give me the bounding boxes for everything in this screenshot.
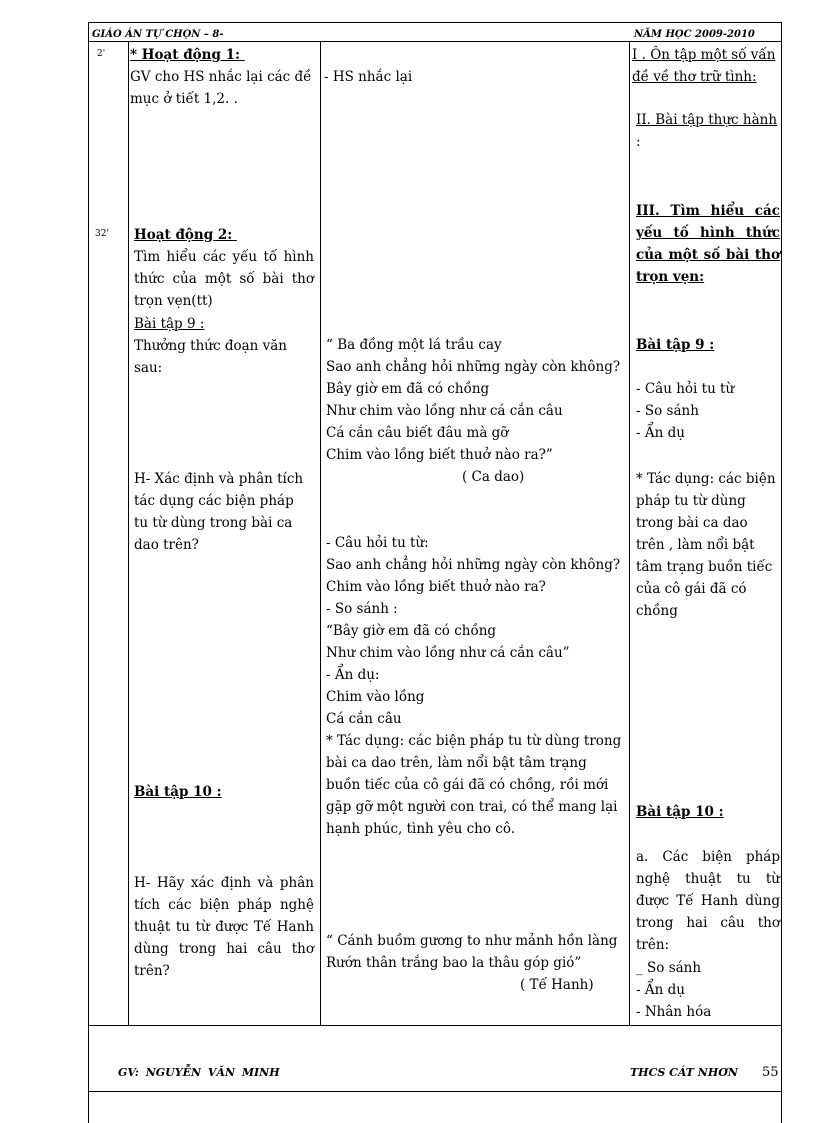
- time-mark-1: 2': [97, 49, 106, 59]
- footer-school: THCS CÁT NHƠN: [630, 1066, 738, 1079]
- student-answer: - HS nhắc lại: [324, 69, 413, 85]
- poem-line: Như chim vào lồng như cá cắn câu: [326, 403, 563, 419]
- poem-line: Bây giờ em đã có chồng: [326, 381, 490, 397]
- analysis-line: Sao anh chẳng hỏi những ngày còn không?: [326, 557, 621, 573]
- col-divider-3: [629, 41, 630, 1025]
- activity-1-title: * Hoạt động 1:: [130, 47, 245, 63]
- exercise-10-title-col1: Bài tập 10 :: [134, 784, 222, 800]
- section-2-label: II. Bài tập thực hành: [636, 112, 778, 128]
- analysis-line: Chim vào lồng biết thuở nào ra?: [326, 579, 546, 595]
- activity-2-text: Tìm hiểu các yếu tố hình thức của một số bài thơ trọn vẹn(tt): [134, 249, 314, 309]
- analysis-line: Chim vào lồng: [326, 689, 425, 705]
- header-rule: [88, 41, 782, 42]
- exercise-9-effect: * Tác dụng: các biện pháp tu từ dùng trong bài ca dao trên , làm nổi bật tâm trạng buồn tiếc của cô gái đã có chồng: [636, 471, 776, 619]
- exercise-10-intro: a. Các biện pháp nghệ thuật tu từ được Tế Hanh dùng trong hai câu thơ trên:: [636, 849, 780, 953]
- analysis-line: - So sánh :: [326, 601, 398, 617]
- list-item: - Nhân hóa: [636, 1004, 712, 1020]
- analysis-line: Như chim vào lồng như cá cắn câu”: [326, 645, 570, 661]
- list-item: - Ẩn dụ: [636, 982, 685, 998]
- header-right: NĂM HỌC 2009-2010: [634, 29, 755, 40]
- list-item: - So sánh: [636, 403, 699, 419]
- exercise-10-list: [636, 957, 711, 1023]
- section-1-title: I . Ôn tập một số vấn đề về thơ trữ tình:: [632, 47, 776, 85]
- list-item: - Câu hỏi tu từ: [636, 381, 735, 397]
- poem-source: ( Tế Hanh): [520, 977, 594, 993]
- col-divider-2: [320, 41, 321, 1025]
- footer-rule: [88, 1091, 782, 1092]
- exercise-9-title-col3: Bài tập 9 :: [636, 337, 715, 353]
- poem-line: Sao anh chẳng hỏi những ngày còn không?: [326, 359, 621, 375]
- exercise-10-question: H- Hãy xác định và phân tích các biện pháp nghệ thuật tu từ được Tế Hanh dùng trong hai câu thơ trên?: [134, 875, 314, 979]
- analysis-block: [326, 532, 620, 730]
- poem-line: “ Ba đồng một lá trầu cay: [326, 337, 502, 353]
- exercise-9-text: Thưởng thức đoạn văn sau:: [134, 338, 287, 376]
- exercise-10-title-col3: Bài tập 10 :: [636, 804, 724, 820]
- effect-text: * Tác dụng: các biện pháp tu từ dùng trong bài ca dao trên, làm nổi bật tâm trạng buồn tiếc của cô gái đã có chồng, rồi mới gặp gỡ một người con trai, có thể mang lại hạnh phúc, tình yêu cho cô.: [326, 733, 622, 837]
- time-mark-2: 32': [95, 229, 109, 239]
- analysis-line: Cá cắn câu: [326, 711, 402, 727]
- section-2-title: [636, 109, 780, 153]
- te-hanh-poem: [326, 930, 617, 996]
- analysis-line: “Bây giờ em đã có chồng: [326, 623, 497, 639]
- activity-1-text: GV cho HS nhắc lại các đề mục ở tiết 1,2. .: [130, 69, 312, 107]
- analysis-line: - Câu hỏi tu từ:: [326, 535, 429, 551]
- footer-teacher: GV: NGUYỄN VĂN MINH: [118, 1066, 280, 1079]
- poem-source: ( Ca dao): [462, 469, 525, 485]
- folk-poem: [326, 334, 620, 488]
- poem-line: Chim vào lồng biết thuở nào ra?”: [326, 447, 553, 463]
- activity-2-title: Hoạt động 2:: [134, 227, 237, 243]
- header-left: GIÁO ÁN TỰ CHỌN – 8-: [92, 29, 224, 40]
- exercise-9-list: [636, 378, 734, 444]
- list-item: - Ẩn dụ: [636, 425, 685, 441]
- poem-line: “ Cánh buồm gương to như mảnh hồn làng: [326, 933, 618, 949]
- poem-line: Rướn thân trắng bao la thâu góp gió”: [326, 955, 582, 971]
- table-bottom-rule: [88, 1025, 782, 1026]
- exercise-9-question: H- Xác định và phân tích tác dụng các biện pháp tu từ dùng trong bài ca dao trên?: [134, 471, 304, 553]
- analysis-line: - Ẩn dụ:: [326, 667, 380, 683]
- section-2-colon: :: [636, 134, 641, 150]
- poem-line: Cá cắn câu biết đâu mà gỡ: [326, 425, 509, 441]
- section-3-title: III. Tìm hiểu các yếu tố hình thức của một số bài thơ trọn vẹn:: [636, 203, 780, 285]
- exercise-9-title-col1: Bài tập 9 :: [134, 316, 205, 332]
- col-divider-1: [128, 41, 129, 1025]
- list-item: _ So sánh: [636, 960, 702, 976]
- page-number: 55: [762, 1065, 779, 1080]
